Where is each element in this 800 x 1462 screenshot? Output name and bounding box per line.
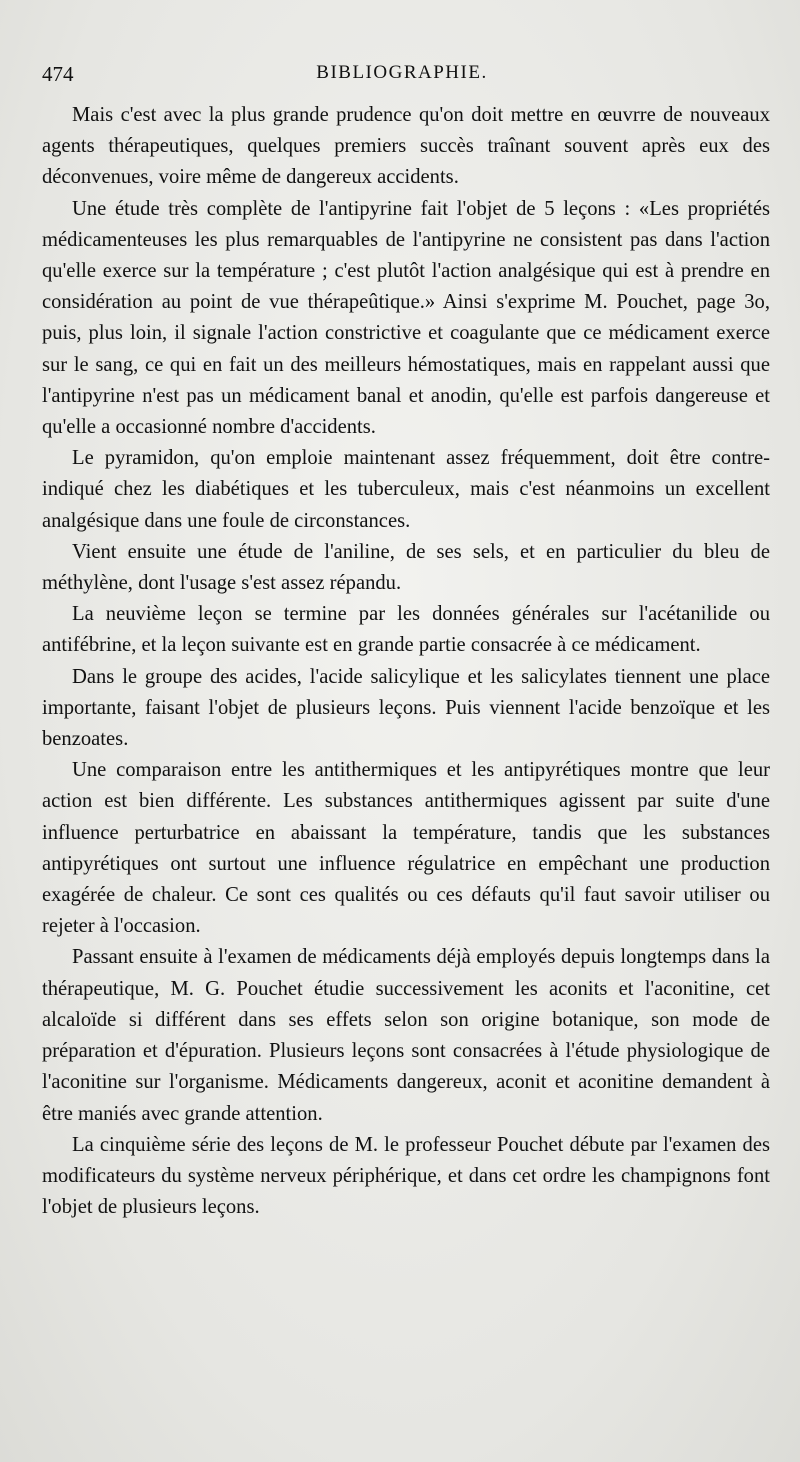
paragraph-8: Passant ensuite à l'examen de médicaments déjà employés depuis longtemps dans la thérapeutique, M. G. Pouchet étudie successivement les aconits et l'aconitine, cet alcaloïde si différent dans ses effets selon son origine botanique, son mode de préparation et d'épuration. Plusieurs leçons sont consacrées à l'étude physiologique de l'aconitine sur l'organisme. Médicaments dangereux, aconit et aconitine demandent à être maniés avec grande attention. [42, 946, 770, 1125]
paragraph-1: Mais c'est avec la plus grande prudence qu'on doit mettre en œuvrre de nouveaux agents thérapeutiques, quelques premiers succès traînant souvent après eux des déconvenues, voire même de dangereux accidents. [42, 104, 770, 189]
running-title: BIBLIOGRAPHIE. [316, 62, 488, 83]
paragraph-4: Vient ensuite une étude de l'aniline, de ses sels, et en particulier du bleu de méthylène, dont l'usage s'est assez répandu. [42, 540, 770, 595]
paragraph-2: Une étude très complète de l'antipyrine fait l'objet de 5 leçons : «Les propriétés médicamenteuses les plus remarquables de l'antipyrine ne consistent pas dans l'action qu'elle exerce sur la température ; c'est plutôt l'action analgésique qui est à prendre en considération au point de vue thérapeûtique.» Ainsi s'exprime M. Pouchet, page 3o, puis, plus loin, il signale l'action constrictive et coagulante que ce médicament exerce sur le sang, ce qui en fait un des meilleurs hémostatiques, mais en rappelant aussi que l'antipyrine n'est pas un médicament banal et anodin, qu'elle est parfois dangereuse et qu'elle a occasionné nombre d'accidents. [42, 197, 770, 439]
paragraph-3: Le pyramidon, qu'on emploie maintenant assez fréquemment, doit être contre-indiqué chez les diabétiques et les tuberculeux, mais c'est néanmoins un excellent analgésique dans une foule de circonstances. [42, 447, 770, 532]
paragraph-5: La neuvième leçon se termine par les données générales sur l'acétanilide ou antifébrine, et la leçon suivante est en grande partie consacrée à ce médicament. [42, 603, 770, 657]
page-header [42, 62, 762, 92]
paragraph-6: Dans le groupe des acides, l'acide salicylique et les salicylates tiennent une place importante, faisant l'objet de plusieurs leçons. Puis viennent l'acide benzoïque et les benzoates. [42, 665, 770, 751]
paragraph-9: La cinquième série des leçons de M. le professeur Pouchet débute par l'examen des modificateurs du système nerveux périphérique, et dans cet ordre les champignons font l'objet de plusieurs leçons. [42, 1133, 770, 1219]
paragraph-7: Une comparaison entre les antithermiques et les antipyrétiques montre que leur action est bien différente. Les substances antithermiques agissent par suite d'une influence perturbatrice en abaissant la température, tandis que les substances antipyrétiques ont surtout une influence régulatrice en empêchant une production exagérée de chaleur. Ce sont ces qualités ou ces défauts qu'il faut savoir utiliser ou rejeter à l'occasion. [42, 759, 770, 938]
body-text [42, 100, 770, 1223]
page-number: 474 [42, 62, 74, 86]
